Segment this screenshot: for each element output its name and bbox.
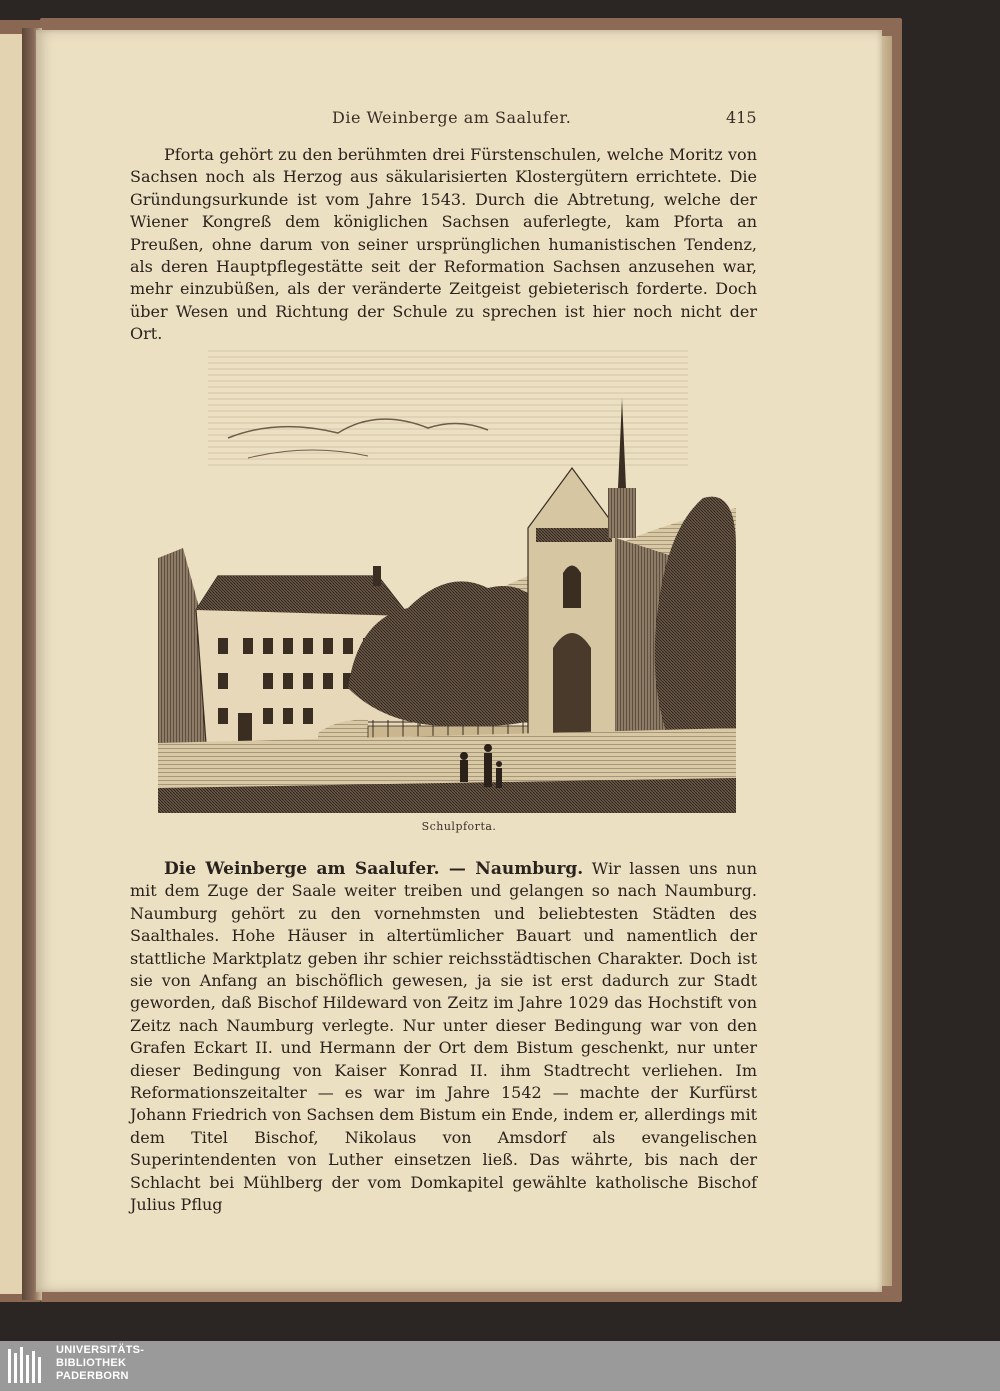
paragraph-pforta <box>130 144 757 346</box>
library-name-line: BIBLIOTHEK <box>56 1357 127 1369</box>
library-name-line: UNIVERSITÄTS- <box>56 1344 145 1356</box>
paragraph-text <box>130 858 757 1217</box>
section-heading: Die Weinberge am Saalufer. — Naumburg. <box>164 859 584 879</box>
illustration-caption: Schulpforta. <box>421 820 497 833</box>
library-name-line: PADERBORN <box>56 1370 129 1382</box>
library-footer <box>0 1341 1000 1391</box>
book-page <box>36 30 882 1292</box>
paragraph-naumburg <box>130 858 757 1217</box>
paragraph-text: Pforta gehört zu den berühmten drei Fürstenschulen, welche Moritz von Sachsen noch als Herzog aus säkularisierten Klostergütern errichtete. Die Gründungsurkunde ist vom Jahre 1543. Durch die Abtretung, welche der Wiener Kongreß dem königlichen Sachsen auferlegte, kam Pforta an Preußen, ohne darum von seiner ursprünglichen humanistischen Tendenz, als deren Hauptpflegestätte seit der Reformation Sachsen anzusehen war, mehr einzubüßen, als der veränderte Zeitgeist gebieterisch forderte. Doch über Wesen und Richtung der Schule zu sprechen ist hier noch nicht der Ort. <box>130 145 757 344</box>
library-name <box>56 1344 144 1383</box>
university-library-logo-icon <box>4 1343 48 1387</box>
running-title: Die Weinberge am Saalufer. <box>332 108 572 127</box>
page-number: 415 <box>726 108 757 127</box>
paragraph-body: Wir lassen uns nun mit dem Zuge der Saale weiter treiben und gelangen so nach Naumburg. Naumburg gehört zu den vornehmsten und beliebtesten Städten des Saalthales. Hohe Häuser in altertümlicher Bauart und namentlich der stattliche Marktplatz geben ihr schier reichsstädtischen Charakter. Doch ist sie von Anfang an bischöflich gewesen, ja sie ist erst dadurch zur Stadt geworden, daß Bischof Hildeward von Zeitz im Jahre 1029 das Hochstift von Zeitz nach Naumburg verlegte. Nur unter dieser Bedingung war von den Grafen Eckart II. und Hermann der Ort dem Bistum geschenkt, nur unter dieser Bedingung von Kaiser Konrad II. ihm Stadtrecht verliehen. Im Reformationszeitalter — es war im Jahre 1542 — machte der Kurfürst Johann Friedrich von Sachsen dem Bistum ein Ende, indem er, allerdings mit dem Titel Bischof, Nikolaus von Amsdorf als evangelischen Superintendenten von Luther einsetzen ließ. Das währte, bis nach der Schlacht bei Mühlberg der vom Domkapitel gewählte katholische Bischof Julius Pflug <box>130 859 758 1215</box>
schulpforta-engraving <box>158 348 736 813</box>
